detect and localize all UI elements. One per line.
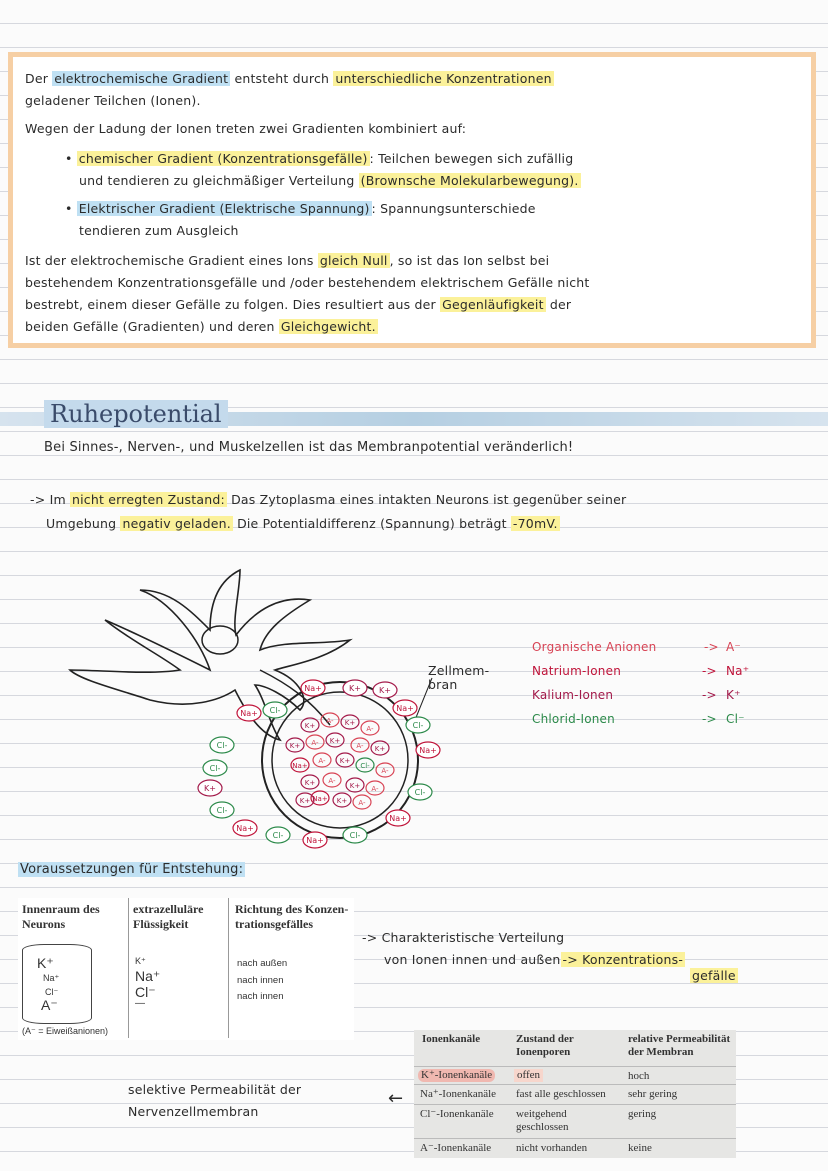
nucleus <box>202 626 238 654</box>
distribution-note-line-3 <box>690 968 738 983</box>
resting-line-2 <box>46 516 560 531</box>
ion-cl <box>210 802 234 818</box>
definition-box <box>8 52 816 348</box>
ion-k <box>301 775 319 789</box>
table-header: extrazelluläre Flüssigkeit <box>133 902 204 931</box>
legend-symbol: A⁻ <box>726 640 741 654</box>
column-outside <box>128 898 227 1038</box>
bullet-electric-cont: tendieren zum Ausgleich <box>79 223 239 238</box>
cylinder-container <box>22 944 92 1024</box>
ion-na <box>301 680 325 696</box>
legend-arrow: -> <box>702 664 717 678</box>
svg-text:Cl-: Cl- <box>216 741 228 750</box>
outside-ion-a: — <box>135 998 145 1009</box>
svg-text:K+: K+ <box>304 722 316 730</box>
svg-text:A-: A- <box>311 739 319 747</box>
table-row <box>414 1084 736 1105</box>
ion-cl <box>266 827 290 843</box>
table-header: Ionenkanäle <box>422 1033 481 1045</box>
channel-permeability: gering <box>628 1108 657 1120</box>
legend-name: Chlorid-Ionen <box>532 712 615 726</box>
legend-symbol: Cl⁻ <box>726 712 745 726</box>
legend-item <box>532 664 750 678</box>
arrow-text: -> <box>362 930 378 945</box>
ion-k <box>286 738 304 752</box>
ion-a <box>361 721 379 735</box>
direction-k: nach außen <box>237 958 288 969</box>
ion-a <box>313 753 331 767</box>
legend-arrow: -> <box>702 712 717 726</box>
arrow-text: -> <box>30 492 46 507</box>
definition-line-3: Wegen der Ladung der Ionen treten zwei Gradienten kombiniert auf: <box>25 121 467 136</box>
text-segment: Charakteristische Verteilung <box>381 930 565 945</box>
ion-cl <box>408 784 432 800</box>
highlight-term: -70mV. <box>512 516 558 531</box>
text-segment: beiden Gefälle (Gradienten) und deren <box>25 319 279 334</box>
svg-text:K+: K+ <box>339 757 351 765</box>
table-header: relative Permeabilität der Membran <box>628 1033 731 1058</box>
svg-text:Cl-: Cl- <box>272 831 284 840</box>
permeability-note-line-1: selektive Permeabilität der <box>128 1082 302 1097</box>
svg-text:Na+: Na+ <box>236 824 254 833</box>
ion-a <box>353 795 371 809</box>
highlight-term: -> Konzentrations- <box>562 952 684 967</box>
svg-text:A-: A- <box>318 757 326 765</box>
ion-na <box>416 742 440 758</box>
svg-text:K+: K+ <box>299 797 311 805</box>
table-row <box>414 1104 736 1139</box>
ion-a <box>351 738 369 752</box>
text-segment: und tendieren zu gleichmäßiger Verteilung <box>79 173 359 188</box>
highlight-term: elektrochemische Gradient <box>54 71 229 86</box>
svg-text:Cl-: Cl- <box>412 721 424 730</box>
inside-ion-na: Na⁺ <box>43 973 60 983</box>
channel-state: fast alle geschlossen <box>516 1088 606 1100</box>
text-segment: der <box>545 297 572 312</box>
text-segment: von Ionen innen und außen <box>384 952 561 967</box>
channel-name: Cl⁻-Ionenkanäle <box>420 1108 494 1120</box>
svg-text:Cl-: Cl- <box>269 706 281 715</box>
distribution-note-line-2 <box>384 952 685 967</box>
ion-na <box>303 832 327 848</box>
direction-cl: nach innen <box>237 991 284 1002</box>
svg-text:K+: K+ <box>344 719 356 727</box>
svg-text:Cl-: Cl- <box>216 806 228 815</box>
svg-text:K+: K+ <box>349 782 361 790</box>
channel-state: nicht vorhanden <box>516 1142 588 1154</box>
membrane-label: Zellmem- bran <box>428 663 490 692</box>
column-inside <box>18 898 126 1038</box>
text-segment: bestrebt, einem dieser Gefälle zu folgen. Dies resultiert aus der <box>25 297 441 312</box>
svg-text:Cl-: Cl- <box>414 788 426 797</box>
table-header-row <box>414 1030 736 1066</box>
ion-cl <box>203 760 227 776</box>
intro-text: Bei Sinnes-, Nerven-, und Muskelzellen ist das Membranpotential veränderlich! <box>44 440 574 455</box>
inside-ion-k: K⁺ <box>37 955 54 971</box>
svg-text:K+: K+ <box>379 686 391 695</box>
highlight-term: gefälle <box>692 968 736 983</box>
legend-item <box>532 688 741 702</box>
svg-text:Na+: Na+ <box>419 746 437 755</box>
paragraph-line-4 <box>25 319 378 334</box>
text-segment: Die Potentialdifferenz (Spannung) beträgt <box>232 516 511 531</box>
ion-k <box>341 715 359 729</box>
svg-text:Na+: Na+ <box>312 795 328 803</box>
ion-na <box>393 700 417 716</box>
ion-k <box>373 682 397 698</box>
ion-k <box>336 753 354 767</box>
page-title: Ruhepotential <box>44 400 228 428</box>
paragraph-line-3 <box>25 297 571 312</box>
ion-k <box>301 718 319 732</box>
permeability-note-line-2: Nervenzellmembran <box>128 1104 259 1119</box>
svg-text:A-: A- <box>358 799 366 807</box>
ion-cl <box>343 827 367 843</box>
ion-na <box>386 810 410 826</box>
svg-text:A-: A- <box>366 725 374 733</box>
channel-name: A⁻-Ionenkanäle <box>420 1142 492 1154</box>
text-segment: : Teilchen bewegen sich zufällig <box>369 151 574 166</box>
legend-item <box>532 712 745 726</box>
svg-text:Na+: Na+ <box>240 709 258 718</box>
inside-ion-a: A⁻ <box>41 997 58 1013</box>
channel-permeability: hoch <box>628 1070 650 1082</box>
svg-text:K+: K+ <box>374 745 386 753</box>
ion-na <box>233 820 257 836</box>
ion-k <box>346 778 364 792</box>
text-segment: Im <box>49 492 71 507</box>
table-footnote: (A⁻ = Eiweißanionen) <box>22 1026 109 1036</box>
channel-state: weitgehend geschlossen <box>516 1108 569 1133</box>
direction-na: nach innen <box>237 975 284 986</box>
svg-text:K+: K+ <box>336 797 348 805</box>
svg-text:A-: A- <box>381 767 389 775</box>
ion-a <box>323 773 341 787</box>
inside-ion-cl: Cl⁻ <box>45 987 59 997</box>
column-direction <box>228 898 353 1038</box>
definition-line-2: geladener Teilchen (Ionen). <box>25 93 201 108</box>
ion-cl <box>210 737 234 753</box>
legend-arrow: -> <box>702 688 717 702</box>
table-row <box>414 1066 736 1085</box>
ion-na <box>237 705 261 721</box>
legend-symbol: Na⁺ <box>726 664 750 678</box>
highlight-term: unterschiedliche Konzentrationen <box>335 71 552 86</box>
paragraph-line-2: bestehendem Konzentrationsgefälle und /oder bestehendem elektrischem Gefälle nicht <box>25 275 590 290</box>
channel-permeability: keine <box>628 1142 652 1154</box>
text-segment: Das Zytoplasma eines intakten Neurons ist gegenüber seiner <box>226 492 627 507</box>
ion-a <box>366 781 384 795</box>
bullet-chemical: • chemischer Gradient (Konzentrationsgefälle) : Teilchen bewegen sich zufällig <box>65 151 574 166</box>
outside-ion-cl: Cl⁻ <box>135 984 156 1000</box>
text-segment: , so ist das Ion selbst bei <box>389 253 550 268</box>
svg-text:Na+: Na+ <box>304 684 322 693</box>
legend-name: Organische Anionen <box>532 640 657 654</box>
concentration-table <box>18 898 354 1040</box>
svg-text:Cl-: Cl- <box>360 762 370 770</box>
highlight-term: Elektrischer Gradient (Elektrische Spannung) <box>78 201 370 216</box>
legend-name: Kalium-Ionen <box>532 688 614 702</box>
svg-text:K+: K+ <box>289 742 301 750</box>
svg-text:A-: A- <box>356 742 364 750</box>
outside-ion-k: K⁺ <box>135 956 146 966</box>
svg-text:K+: K+ <box>329 737 341 745</box>
svg-text:Na+: Na+ <box>292 762 308 770</box>
channel-state: offen <box>514 1069 543 1082</box>
ion-k <box>333 793 351 807</box>
highlight-term: nicht erregten Zustand: <box>72 492 225 507</box>
table-header: Innenraum des Neurons <box>22 902 100 931</box>
text-segment: Umgebung <box>46 516 121 531</box>
text-segment: Der <box>25 71 53 86</box>
neuron-diagram <box>60 560 530 850</box>
ion-k <box>343 680 367 696</box>
paragraph-line-1 <box>25 253 549 268</box>
left-arrow-icon: ← <box>388 1088 404 1109</box>
ion-a <box>306 735 324 749</box>
legend-name: Natrium-Ionen <box>532 664 622 678</box>
table-header: Zustand der Ionenporen <box>516 1033 574 1058</box>
svg-text:K+: K+ <box>204 784 216 793</box>
bullet-chemical-cont <box>79 173 581 188</box>
ion-k <box>198 780 222 796</box>
highlight-term: Gegenläufigkeit <box>442 297 544 312</box>
svg-text:Na+: Na+ <box>306 836 324 845</box>
svg-text:K+: K+ <box>349 684 361 693</box>
highlight-term: (Brownsche Molekularbewegung). <box>360 173 579 188</box>
bullet-electric: • Elektrischer Gradient (Elektrische Spannung) : Spannungsunterschiede <box>65 201 536 216</box>
distribution-note-line-1 <box>362 930 564 945</box>
table-row <box>414 1138 736 1159</box>
svg-text:A-: A- <box>326 717 334 725</box>
svg-text:Cl-: Cl- <box>209 764 221 773</box>
svg-text:A-: A- <box>328 777 336 785</box>
ion-cl <box>356 758 374 772</box>
svg-text:Na+: Na+ <box>389 814 407 823</box>
channel-name: Na⁺-Ionenkanäle <box>420 1088 497 1100</box>
highlight-term: Gleichgewicht. <box>280 319 376 334</box>
ion-cl <box>406 717 430 733</box>
svg-text:Cl-: Cl- <box>349 831 361 840</box>
ion-cl <box>263 702 287 718</box>
resting-line-1 <box>30 492 626 507</box>
legend-item <box>532 640 741 654</box>
text-segment: entsteht durch <box>230 71 334 86</box>
svg-text:A-: A- <box>371 785 379 793</box>
ion-a <box>376 763 394 777</box>
ion-channel-table <box>414 1030 736 1158</box>
table-header: Richtung des Konzen-trationsgefälles <box>235 902 349 931</box>
channel-name: K⁺-Ionenkanäle <box>418 1069 495 1082</box>
svg-text:K+: K+ <box>304 779 316 787</box>
highlight-term: Voraussetzungen für Entstehung: <box>20 862 244 877</box>
highlight-term: chemischer Gradient (Konzentrationsgefälle) <box>78 151 368 166</box>
ion-k <box>326 733 344 747</box>
ion-k <box>371 741 389 755</box>
definition-line-1 <box>25 71 554 86</box>
prerequisites-heading <box>18 862 245 877</box>
text-segment: : Spannungsunterschiede <box>371 201 536 216</box>
neuron-outline <box>70 570 350 740</box>
legend-symbol: K⁺ <box>726 688 741 702</box>
ion-na <box>291 758 309 772</box>
highlight-term: negativ geladen. <box>122 516 231 531</box>
legend-arrow: -> <box>704 640 719 654</box>
ion-a <box>321 713 339 727</box>
channel-permeability: sehr gering <box>628 1088 678 1100</box>
svg-text:Na+: Na+ <box>396 704 414 713</box>
outside-ion-na: Na⁺ <box>135 968 161 984</box>
text-segment: Ist der elektrochemische Gradient eines Ions <box>25 253 318 268</box>
highlight-term: gleich Null <box>319 253 388 268</box>
